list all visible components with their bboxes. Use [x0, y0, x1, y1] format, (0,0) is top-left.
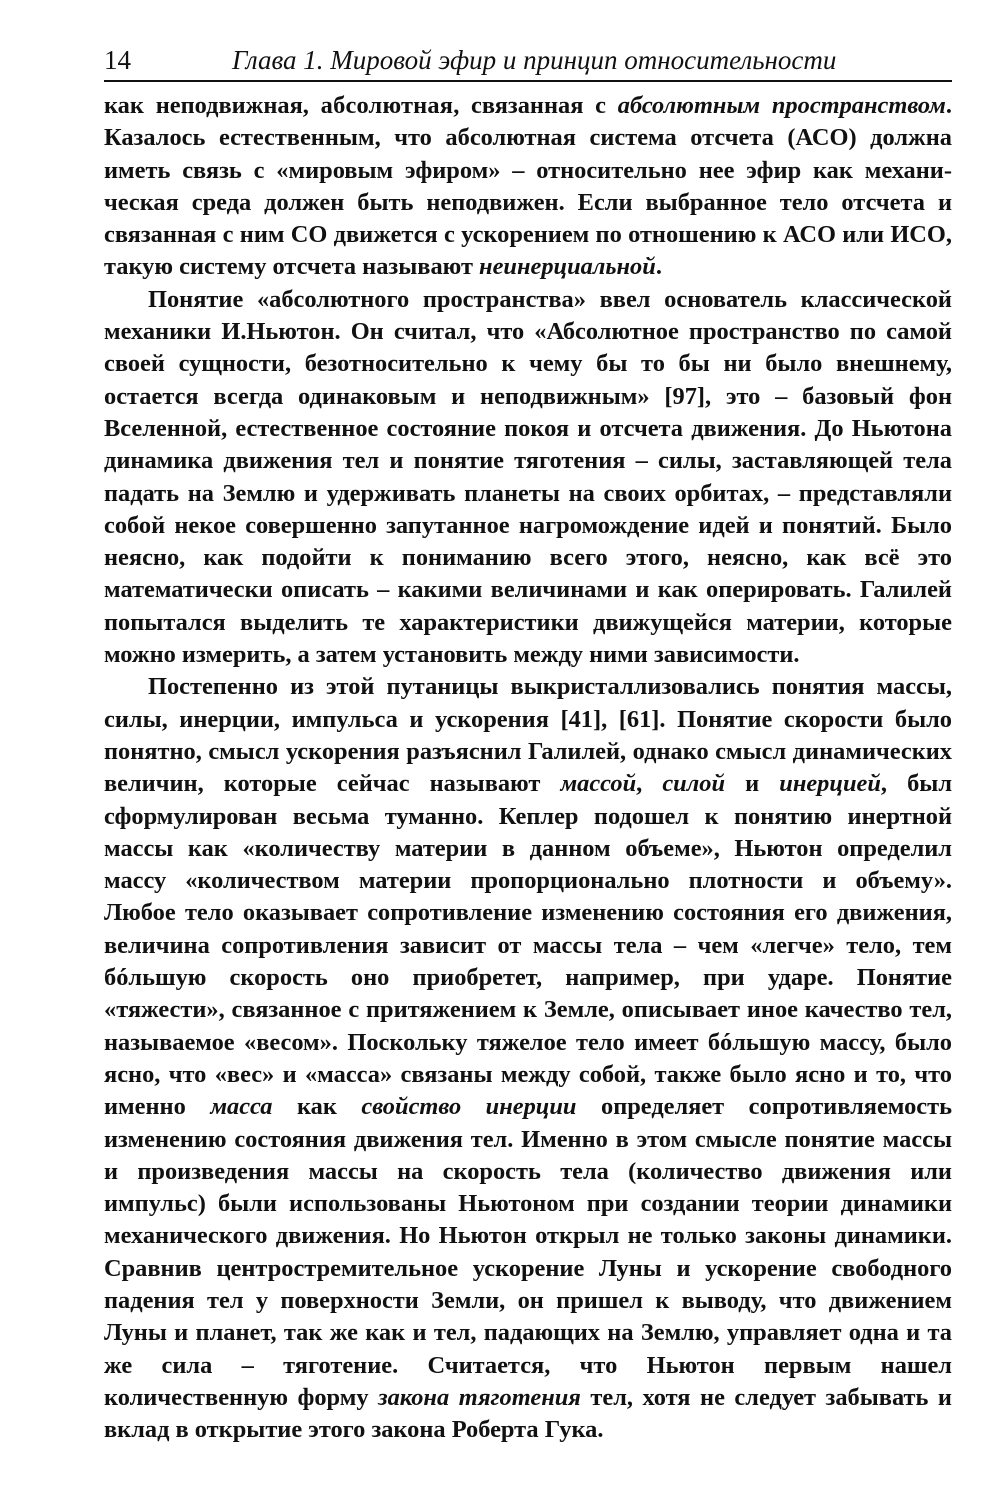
paragraph-3 [104, 671, 952, 1446]
text-run: и [725, 770, 780, 798]
italic-term: свойство инерции [361, 1093, 577, 1121]
paragraph-2 [104, 284, 952, 672]
text-run: , связанная с [453, 92, 618, 119]
text-run: как неподвижная, [104, 92, 321, 119]
italic-term: инерцией [779, 770, 881, 798]
text-run: . [655, 253, 662, 281]
italic-term: неинерциальной [479, 253, 656, 281]
bold-term: абсолютная [320, 92, 454, 119]
page-number: 14 [104, 45, 131, 75]
text-run: Постепенно из этой путаницы выкристаллизовались понятия массы, силы, инерции, импульса и ускорения [41], [61]. Понятие скорости было понятно, смысл ускорения разъяснил Галилей, однако смысл динамических величин, которые сейчас называют [104, 673, 952, 798]
body-text [104, 90, 952, 1446]
italic-term: масса [210, 1093, 273, 1121]
running-head [104, 40, 952, 82]
book-page [104, 40, 952, 1446]
text-run: тел, хотя не следует забывать и вклад в открытие этого закона Роберта Гука. [104, 1383, 952, 1444]
italic-term: силой [662, 770, 726, 798]
text-run: определяет сопротивляемость изменению состояния движения тел. Именно в этом смысле понятие массы и произведения массы на скорость тела (количество движения или импульс) были использованы Ньютоном при создании теории динамики механического движения. Но Ньютон открыл не только законы динамики. Сравнив центростремительное ускорение Луны и ускорение свободного падения тел у поверхности Земли, он пришел к выводу, что движением Луны и планет, так же как и тел, падающих на Землю, управляет одна и та же сила – тяготение. Считается, что Ньютон первым нашел количественную форму [104, 1093, 952, 1411]
italic-term: абсолютным пространством [617, 92, 946, 119]
italic-term: закона тяготения [378, 1383, 581, 1411]
text-run: , [636, 770, 663, 798]
text-run: как [272, 1093, 362, 1121]
running-title: Глава 1. Мировой эфир и принцип относительности [232, 45, 837, 75]
text-run: , был сформулирован весьма туманно. Кеплер подошел к понятию инертной массы как «количеству материи в данном объеме», Ньютон определил массу «количеством материи пропорционально плотности и объему». Любое тело оказывает сопротивление изменению состояния его движения, величина сопротивления зависит от массы тела – чем «легче» тело, тем бóльшую скорость оно приобретет, например, при ударе. Понятие «тяжести», связанное с притяжением к Земле, описывает иное качество тел, называемое «весом». Поскольку тяжелое тело имеет бóльшую массу, было ясно, что «вес» и «масса» связаны между собой, также было ясно и то, что именно [104, 770, 953, 1121]
italic-term: массой [560, 770, 637, 798]
text-run: Понятие «абсолютного пространства» ввел основатель классической механики И.Ньютон. Он считал, что «Абсолютное пространство по самой своей сущности, безотносительно к чему бы то бы ни было внешнему, остается всегда одинаковым и неподвижным» [97], это – базовый фон Вселенной, естественное состояние покоя и отсчета движения. До Ньютона динамика движения тел и понятие тяготения – силы, заставляющей тела падать на Землю и удерживать планеты на своих орбитах, – представляли собой некое совершенно запутанное нагромождение идей и понятий. Было неясно, как подойти к пониманию всего этого, неясно, как всё это математически описать – какими величинами и как оперировать. Галилей попытался выделить те характеристики движущейся материи, которые можно измерить, а затем установить между ними зависимости. [104, 285, 952, 669]
paragraph-1 [104, 90, 952, 284]
text-run: . Казалось естественным, что абсолютная система отсчета (АСО) должна иметь связь с «мировым эфиром» – относительно нее эфир как механическая среда должен быть неподвижен. Если выбранное тело отсчета и связанная с ним СО движется с ускорением по отношению к АСО или ИСО, такую систему отсчета называют [104, 92, 953, 281]
